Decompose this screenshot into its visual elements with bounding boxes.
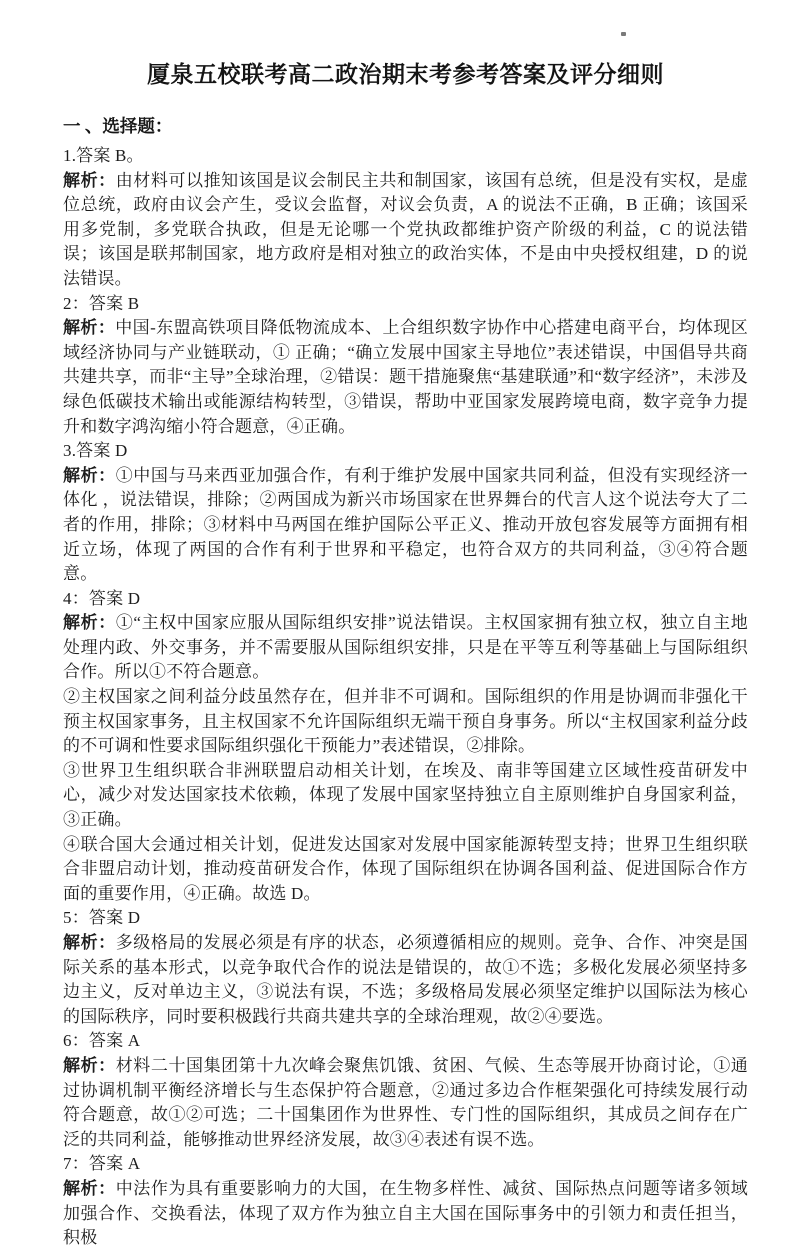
scan-artifact-dot [621, 32, 626, 36]
question-block [63, 906, 748, 1029]
analysis-text: 多级格局的发展必须是有序的状态，必须遵循相应的规则。竞争、合作、冲突是国际关系的基本形式，以竞争取代合作的说法是错误的，故①不选；多极化发展必须坚持多边主义，反对单边主义，③说法有误，不选；多级格局发展必须坚定维护以国际法为核心的国际秩序，同时要积极践行共商共建共享的全球治理观，故②④要选。 [63, 933, 749, 1026]
analysis-text: ②主权国家之间利益分歧虽然存在，但并非不可调和。国际组织的作用是协调而非强化干预主权国家事务，且主权国家不允许国际组织无端干预自身事务。所以“主权国家利益分歧的不可调和性要求国际组织强化干预能力”表述错误，②排除。 [63, 687, 748, 756]
analysis-paragraph [63, 931, 748, 1029]
analysis-paragraph [63, 685, 748, 759]
question-block [63, 587, 748, 907]
analysis-label: 解析： [63, 465, 116, 485]
answer-line: 1.答案 B。 [63, 146, 144, 165]
questions-container [63, 144, 748, 1251]
analysis-paragraph [63, 316, 748, 439]
analysis-label: 解析： [63, 1055, 116, 1075]
analysis-paragraph [63, 759, 748, 833]
analysis-paragraph [63, 169, 748, 292]
answer-line: 3.答案 D [63, 441, 128, 461]
analysis-paragraph [63, 1054, 748, 1152]
answer-line: 6：答案 A [63, 1031, 141, 1051]
analysis-label: 解析： [63, 933, 116, 952]
question-block [63, 292, 748, 440]
question-block [63, 144, 748, 292]
analysis-label: 解析： [63, 318, 116, 338]
analysis-text: ①“主权中国家应服从国际组织安排”说法错误。主权国家拥有独立权，独立自主地处理内政、外交事务，并不需要服从国际组织安排，只是在平等互利等基础上与国际组织合作。所以①不符合题意。 [63, 613, 748, 682]
analysis-text: 中国-东盟高铁项目降低物流成本、上合组织数字协作中心搭建电商平台，均体现区域经济协同与产业链联动，① 正确；“确立发展中国家主导地位”表述错误，中国倡导共商共建共享，而非“主导”全球治理，②错误：题干措施聚焦“基建联通”和“数字经济”，未涉及绿色低碳技术输出或能源结构转型，③错误，帮助中亚国家发展跨境电商，数字竞争力提升和数字鸿沟缩小符合题意，④正确。 [63, 318, 748, 436]
analysis-text: 中法作为具有重要影响力的大国，在生物多样性、减贫、国际热点问题等诸多领域加强合作、交换看法，体现了双方作为独立自主大国在国际事务中的引领力和责任担当，积极 [63, 1178, 749, 1248]
analysis-text: ③世界卫生组织联合非洲联盟启动相关计划，在埃及、南非等国建立区域性疫苗研发中心，减少对发达国家技术依赖，体现了发展中国家坚持独立自主原则维护自身国家利益，③正确。 [63, 760, 748, 830]
question-block [63, 1152, 748, 1250]
analysis-text: ④联合国大会通过相关计划，促进发达国家对发展中国家能源转型支持；世界卫生组织联合非盟启动计划，推动疫苗研发合作，体现了国际组织在协调各国利益、促进国际合作方面的重要作用，④正确。故选 D。 [63, 834, 748, 903]
answer-line: 5：答案 D [63, 908, 141, 928]
analysis-label: 解析： [63, 613, 116, 633]
answer-line: 2：答案 B [63, 293, 140, 313]
analysis-paragraph [63, 464, 748, 587]
question-block [63, 1029, 748, 1152]
analysis-text: 由材料可以推知该国是议会制民主共和制国家，该国有总统，但是没有实权，是虚位总统，政府由议会产生，受议会监督，对议会负责，A 的说法不正确，B 正确；该国采用多党制，多党联合执政，但是无论哪一个党执政都维护资产阶级的利益，C 的说法错误；该国是联邦制国家，地方政府是相对独立的政治实体，不是由中央授权组建，D 的说法错误。 [63, 170, 749, 288]
analysis-paragraph [63, 1177, 748, 1251]
page-title: 厦泉五校联考高二政治期末考参考答案及评分细则 [147, 62, 664, 87]
analysis-label: 解析： [63, 1178, 116, 1198]
section-heading: 一 、选择题： [63, 116, 173, 136]
analysis-label: 解析： [63, 170, 116, 190]
analysis-paragraph [63, 611, 748, 685]
analysis-text: ①中国与马来西亚加强合作，有利于维护发展中国家共同利益，但没有实现经济一体化 ，说法错误，排除；②两国成为新兴市场国家在世界舞台的代言人这个说法夸大了二者的作用，排除；③材料中马两国在维护国际公平正义、推动开放包容发展等方面拥有相近立场，体现了两国的合作有利于世界和平稳定，也符合双方的共同利益，③④符合题意。 [63, 465, 749, 584]
analysis-text: 材料二十国集团第十九次峰会聚焦饥饿、贫困、气候、生态等展开协商讨论，①通过协调机制平衡经济增长与生态保护符合题意，②通过多边合作框架强化可持续发展行动符合题意，故①②可选；二十国集团作为世界性、专门性的国际组织，其成员之间存在广泛的共同利益，能够推动世界经济发展，故③④表述有误不选。 [63, 1055, 749, 1149]
analysis-paragraph [63, 833, 748, 907]
answer-line: 7：答案 A [63, 1154, 141, 1174]
answer-line: 4：答案 D [63, 588, 141, 608]
question-block [63, 439, 748, 587]
